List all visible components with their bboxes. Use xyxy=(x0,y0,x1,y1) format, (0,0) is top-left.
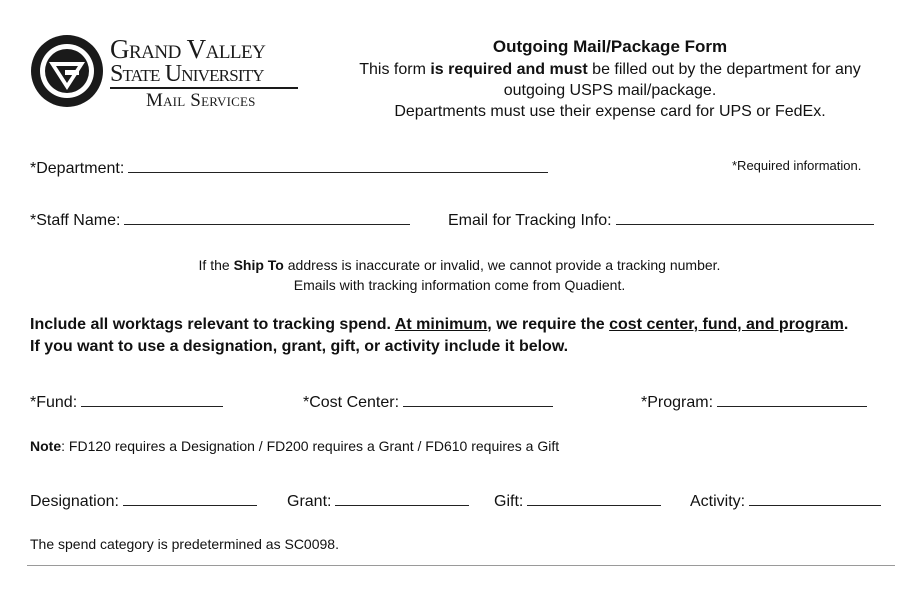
required-worktags-emphasis: cost center, fund, and program xyxy=(609,316,844,333)
fund-requirements-note xyxy=(30,438,559,454)
tracking-note-line-1 xyxy=(0,255,919,275)
gvsu-logo-icon xyxy=(30,34,104,108)
worktags-text: . xyxy=(843,316,849,333)
email-tracking-field xyxy=(448,210,874,230)
required-note: *Required information. xyxy=(732,158,862,173)
program-label: *Program: xyxy=(641,394,714,411)
spend-category-note: The spend category is predetermined as SC0098. xyxy=(30,536,339,552)
worktags-line-2: If you want to use a designation, grant, gift, or activity include it below. xyxy=(30,338,569,355)
email-tracking-label: Email for Tracking Info: xyxy=(448,212,612,229)
ship-to-emphasis: Ship To xyxy=(233,257,284,273)
note-label: Note xyxy=(30,438,62,454)
header-line-2: outgoing USPS mail/package. xyxy=(503,82,717,99)
staff-name-label: *Staff Name: xyxy=(30,212,121,229)
department-label: *Department: xyxy=(30,160,125,177)
header-text: This form xyxy=(359,61,431,78)
tracking-note-line-2: Emails with tracking information come from Quadient. xyxy=(293,277,626,293)
activity-field xyxy=(690,491,881,511)
fund-field xyxy=(30,392,223,412)
fund-label: *Fund: xyxy=(30,394,78,411)
form-header xyxy=(330,36,890,122)
note-text: : FD120 requires a Designation / FD200 requires a Grant / FD610 requires a Gift xyxy=(61,438,560,454)
logo-line-grand-valley: Grand Valley xyxy=(110,34,266,64)
grant-label: Grant: xyxy=(287,493,332,510)
tracking-note-text: If the xyxy=(198,257,234,273)
worktags-instructions xyxy=(30,314,848,358)
tracking-note xyxy=(0,255,919,295)
bottom-divider xyxy=(27,565,895,566)
activity-input-line[interactable] xyxy=(749,491,881,506)
header-line-1 xyxy=(330,59,890,80)
worktags-text: , we require the xyxy=(487,316,610,333)
activity-label: Activity: xyxy=(690,493,746,510)
gvsu-logo-wordmark xyxy=(110,36,298,110)
designation-field xyxy=(30,491,257,511)
program-input-line[interactable] xyxy=(717,392,867,407)
logo-line-state-university: State University xyxy=(110,61,264,87)
worktags-text: Include all worktags relevant to tracking spend. xyxy=(30,316,395,333)
logo-divider xyxy=(110,87,298,89)
department-field xyxy=(30,158,548,178)
tracking-note-text: address is inaccurate or invalid, we cannot provide a tracking number. xyxy=(283,257,721,273)
gift-field xyxy=(494,491,661,511)
gift-input-line[interactable] xyxy=(527,491,661,506)
header-emphasis: is required and must xyxy=(430,61,588,78)
program-field xyxy=(641,392,867,412)
fund-input-line[interactable] xyxy=(81,392,223,407)
logo-line-mail-services: Mail Services xyxy=(146,90,256,111)
cost-center-field xyxy=(303,392,553,412)
gift-label: Gift: xyxy=(494,493,524,510)
department-input-line[interactable] xyxy=(128,158,548,173)
staff-name-input-line[interactable] xyxy=(124,210,410,225)
worktags-line-1 xyxy=(30,314,848,336)
grant-input-line[interactable] xyxy=(335,491,469,506)
at-minimum-emphasis: At minimum xyxy=(394,316,488,333)
header-line-3: Departments must use their expense card for UPS or FedEx. xyxy=(394,103,826,120)
email-tracking-input-line[interactable] xyxy=(616,210,874,225)
cost-center-label: *Cost Center: xyxy=(303,394,400,411)
staff-name-field xyxy=(30,210,410,230)
designation-label: Designation: xyxy=(30,493,119,510)
cost-center-input-line[interactable] xyxy=(403,392,553,407)
form-title: Outgoing Mail/Package Form xyxy=(492,37,728,56)
header-text: be filled out by the department for any xyxy=(587,61,861,78)
designation-input-line[interactable] xyxy=(123,491,257,506)
grant-field xyxy=(287,491,469,511)
